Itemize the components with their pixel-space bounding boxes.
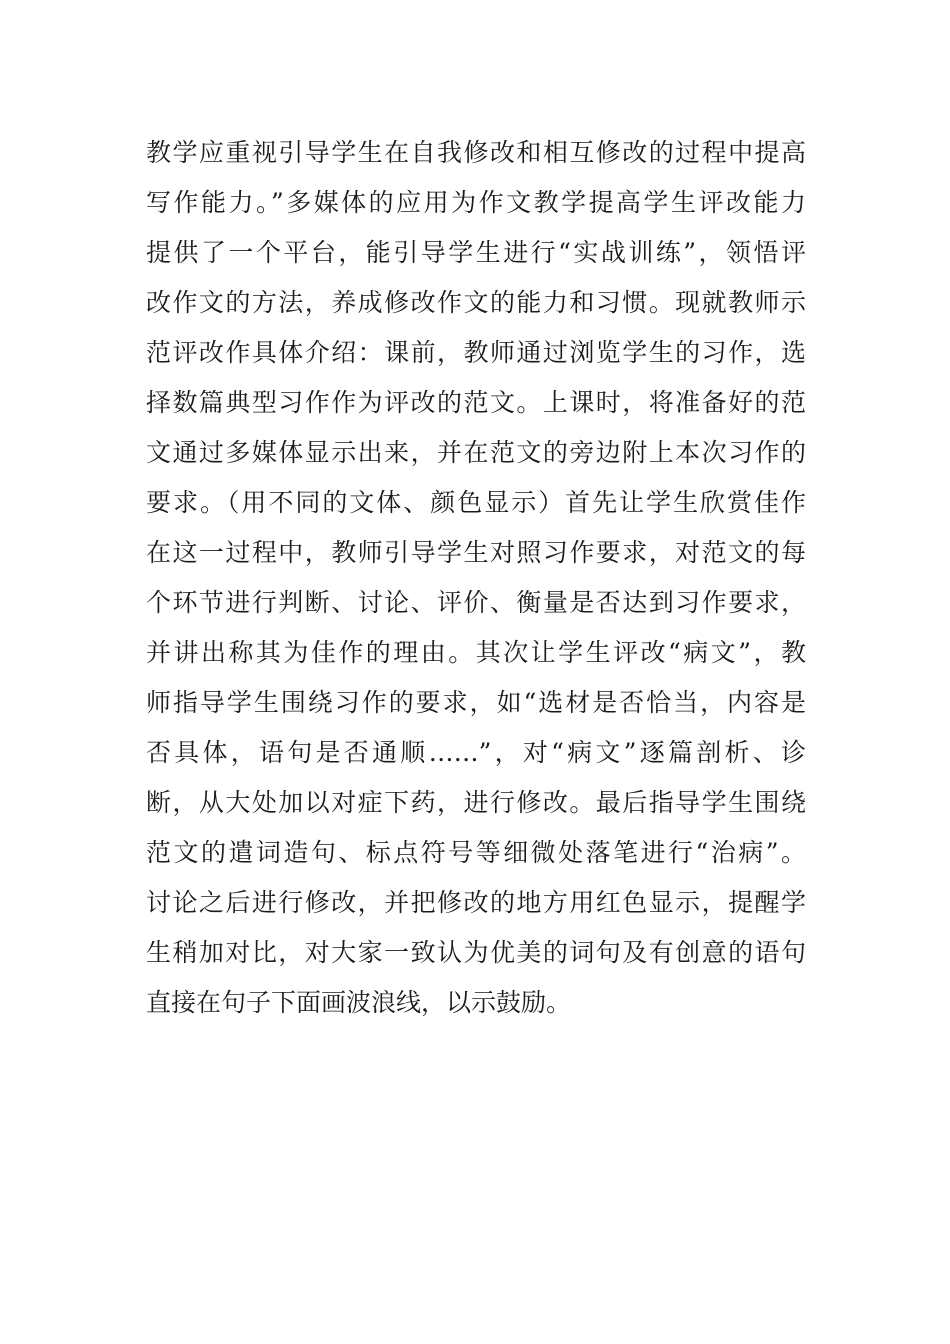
text-line: 范文的遣词造句、标点符号等细微处落笔进行“治病”。 — [146, 838, 806, 867]
text-line: 范评改作具体介绍：课前，教师通过浏览学生的习作，选 — [146, 338, 806, 367]
text-line: 直接在句子下面画波浪线，以示鼓励。 — [146, 988, 572, 1017]
text-line: 个环节进行判断、讨论、评价、衡量是否达到习作要求， — [146, 588, 806, 617]
body-paragraph — [146, 128, 806, 1028]
text-line: 讨论之后进行修改，并把修改的地方用红色显示，提醒学 — [146, 888, 806, 917]
text-line: 改作文的方法，养成修改作文的能力和习惯。现就教师示 — [146, 288, 806, 317]
text-line: 文通过多媒体显示出来，并在范文的旁边附上本次习作的 — [146, 438, 806, 467]
text-line: 生稍加对比，对大家一致认为优美的词句及有创意的语句 — [146, 938, 806, 967]
text-line: 否具体，语句是否通顺……”，对“病文”逐篇剖析、诊 — [146, 738, 806, 767]
text-line: 师指导学生围绕习作的要求，如“选材是否恰当，内容是 — [146, 688, 806, 717]
text-line: 断，从大处加以对症下药，进行修改。最后指导学生围绕 — [146, 788, 806, 817]
text-line: 在这一过程中，教师引导学生对照习作要求，对范文的每 — [146, 538, 806, 567]
text-line: 要求。（用不同的文体、颜色显示）首先让学生欣赏佳作 — [146, 488, 806, 517]
text-line: 写作能力。”多媒体的应用为作文教学提高学生评改能力 — [146, 188, 806, 217]
text-line: 提供了一个平台，能引导学生进行“实战训练”，领悟评 — [146, 238, 806, 267]
text-line: 教学应重视引导学生在自我修改和相互修改的过程中提高 — [146, 138, 806, 167]
text-line: 并讲出称其为佳作的理由。其次让学生评改“病文”，教 — [146, 638, 806, 667]
text-line: 择数篇典型习作作为评改的范文。上课时，将准备好的范 — [146, 388, 806, 417]
